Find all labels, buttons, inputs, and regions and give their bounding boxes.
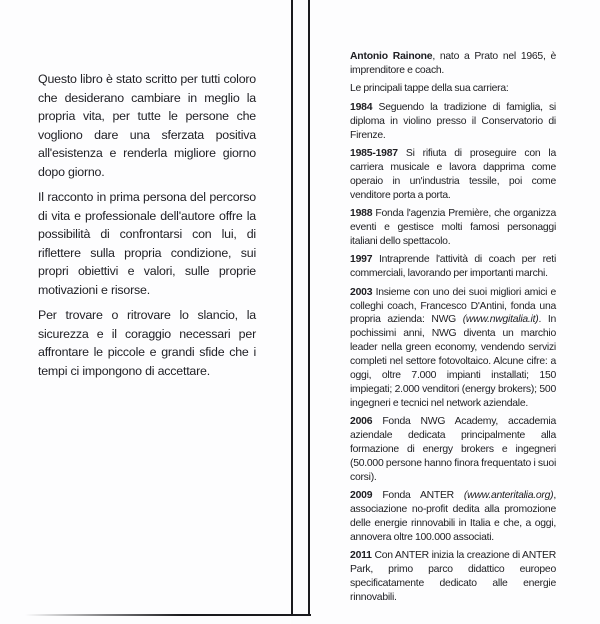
timeline-entry <box>350 207 556 249</box>
author-bio-layer <box>310 0 600 624</box>
entry-text: Seguendo la tradizione di famiglia, si diploma in violino presso il Conservatorio di Firenze. <box>350 101 556 141</box>
blurb-paragraph: Il racconto in prima persona del percorso di vita e professionale dell'autore offre la possibilità di confrontarsi con lui, di riflettere sulla propria condizione, sui propri obiettivi e valori, sulle proprie motivazioni e risorse. <box>38 190 256 297</box>
page-gutter <box>293 0 308 624</box>
entry-text: Fonda ANTER <box>382 490 464 502</box>
book-blurb <box>38 70 256 387</box>
bio-intro-text: , nato a Prato nel 1965, è imprenditore e coach. <box>350 51 556 76</box>
entry-text: Intraprende l'attività di coach per reti commerciali, lavorando per importanti marchi. <box>350 254 557 280</box>
entry-text: Fonda l'agenzia Première, che organizza eventi e gestisce molti famosi personaggi italiani dello spettacolo. <box>350 208 557 247</box>
entry-url: (www.nwgitalia.it) <box>462 314 539 326</box>
entry-year: 2009 <box>350 490 373 502</box>
left-page-right-edge-rule <box>291 0 293 616</box>
timeline-entry <box>350 489 556 545</box>
left-page-bottom-edge-rule <box>25 614 311 616</box>
career-intro-line: Le principali tappe della sua carriera: <box>350 83 509 95</box>
entry-text: Con ANTER inizia la creazione di ANTER Park, primo parco didattico europeo specificatamente dedicato alle energie rinnovabili. <box>350 550 556 604</box>
entry-year: 2006 <box>350 416 373 428</box>
entry-year: 2011 <box>350 550 372 562</box>
entry-url: (www.anteritalia.org) <box>463 490 554 502</box>
entry-year: 1997 <box>350 254 373 266</box>
entry-text: Insieme con uno dei suoi migliori amici e colleghi coach, Francesco D'Antini, fonda una propria azienda: NWG <box>350 286 556 326</box>
blurb-paragraph: Questo libro è stato scritto per tutti coloro che desiderano cambiare in meglio la propria vita, per tutte le persone che vogliono dare una sferzata positiva all'esistenza e renderla migliore giorno dopo giorno. <box>38 72 256 179</box>
timeline-entry <box>350 101 556 143</box>
timeline-entry <box>350 415 556 485</box>
author-bio <box>350 50 556 610</box>
entry-text: , associazione no-profit dedita alla promozione delle energie rinnovabili in Italia e che, a oggi, annovera oltre 100.000 associati. <box>350 490 557 543</box>
author-name: Antonio Rainone <box>350 51 433 62</box>
entry-text: Si rifiuta di proseguire con la carriera musicale e lavora dapprima come operaio in un'industria tessile, poi come venditore porta a porta. <box>350 147 557 201</box>
entry-text: . In pochissimi anni, NWG diventa un marchio leader nella green economy, vendendo servizi completi nel settore fotovoltaico. Alcune cifre: a oggi, oltre 7.000 impianti installati; 150 impiegati; 2.000 venditori (energy brokers); 500 ingegneri e tecnici nel network aziendale. <box>350 314 556 409</box>
entry-year: 2003 <box>350 286 373 298</box>
timeline-entry <box>350 147 556 203</box>
timeline-entry <box>350 549 556 605</box>
entry-year: 1988 <box>350 208 373 220</box>
timeline-entries <box>350 101 556 605</box>
timeline-entry <box>350 253 556 281</box>
entry-year: 1985-1987 <box>350 147 398 159</box>
timeline-entry <box>350 286 556 411</box>
entry-year: 1984 <box>350 101 373 113</box>
blurb-paragraph: Per trovare o ritrovare lo slancio, la sicurezza e il coraggio necessari per affrontare le piccole e grandi sfide che i tempi ci impongono di accettare. <box>38 308 256 378</box>
entry-text: Fonda NWG Academy, accademia aziendale dedicata principalmente alla formazione di energy brokers e ingegneri (50.000 persone hanno finora frequentato i suoi corsi). <box>350 416 557 483</box>
bio-intro <box>350 50 556 78</box>
